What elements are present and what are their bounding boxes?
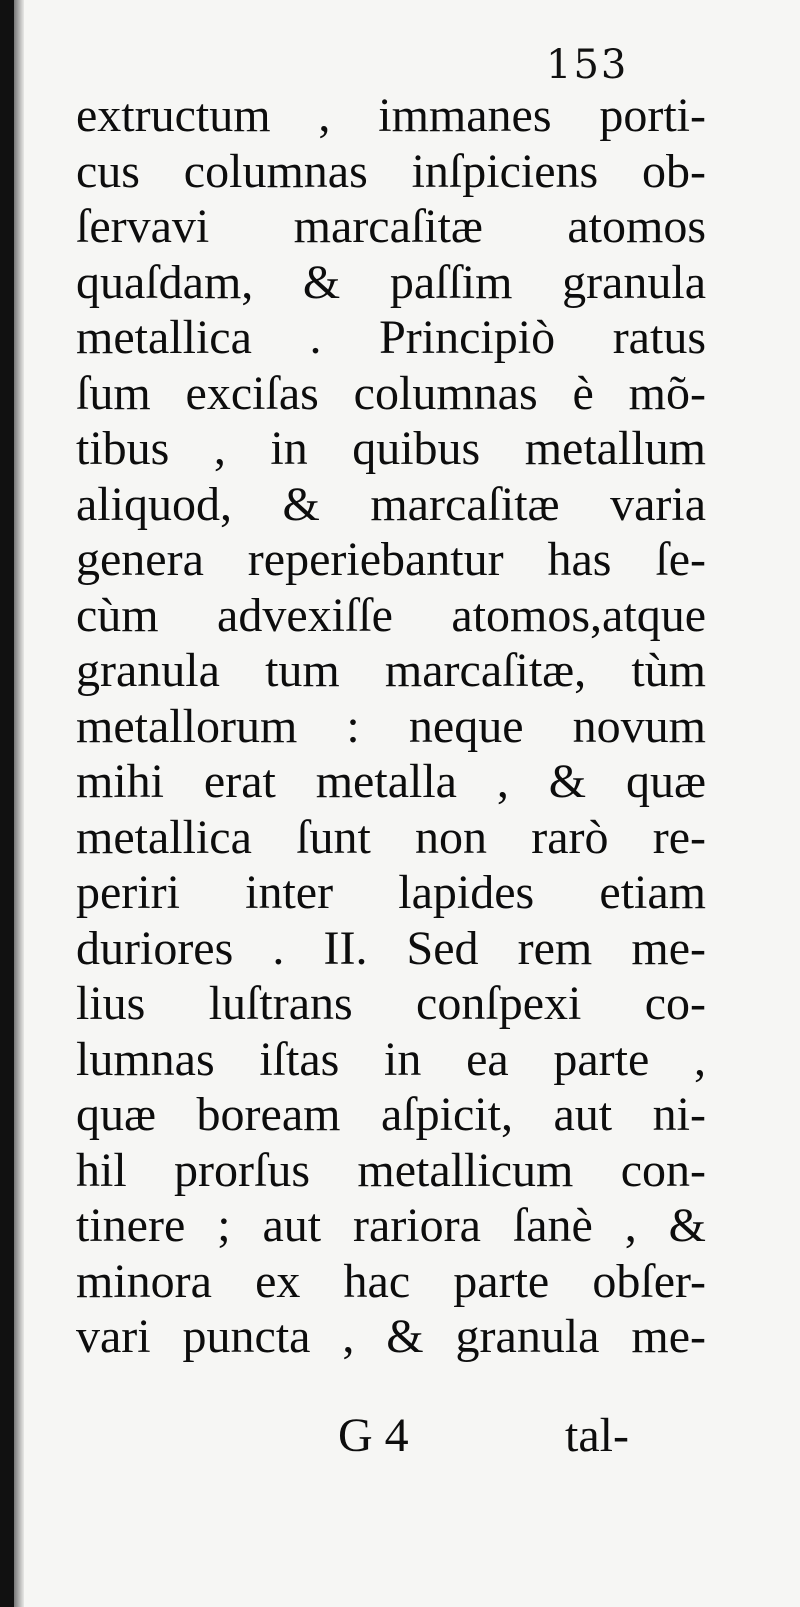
text-line: aliquod, & marcaſitæ varia <box>76 477 706 531</box>
text-line: lius luſtrans conſpexi co- <box>76 977 706 1030</box>
text-line: hil prorſus metallicum con- <box>76 1143 706 1197</box>
text-line: ſervavi marcaſitæ atomos <box>76 200 706 253</box>
text-line: genera reperiebantur has ſe- <box>76 533 706 586</box>
text-line: cus columnas inſpiciens ob- <box>76 144 706 198</box>
text-line: vari puncta , & granula me- <box>76 1310 706 1363</box>
text-line: minora ex hac parte obſer- <box>76 1254 706 1308</box>
page-gutter-shadow <box>14 0 24 1607</box>
scan-margin <box>0 0 14 1607</box>
text-line: metallica ſunt non rarò re- <box>76 810 706 864</box>
text-line: duriores . II. Sed rem me- <box>76 921 706 975</box>
body-text <box>76 88 706 1365</box>
text-line: periri inter lapides etiam <box>76 866 706 919</box>
text-line: ſum exciſas columnas è mõ- <box>76 366 706 420</box>
text-line: quaſdam, & paſſim granula <box>76 255 706 309</box>
page-number: 153 <box>546 42 629 88</box>
text-line: cùm advexiſſe atomos,atque <box>76 588 706 642</box>
text-line: metallica . Principiò ratus <box>76 311 706 364</box>
signature-mark: G 4 <box>338 1409 409 1462</box>
text-line: mihi erat metalla , & quæ <box>76 755 706 808</box>
text-line: metallorum : neque novum <box>76 699 706 753</box>
text-line: tinere ; aut rariora ſanè , & <box>76 1199 706 1252</box>
text-line: granula tum marcaſitæ, tùm <box>76 644 706 697</box>
text-line: quæ boream aſpicit, aut ni- <box>76 1088 706 1141</box>
catchword: tal- <box>565 1409 629 1462</box>
text-line: tibus , in quibus metallum <box>76 422 706 475</box>
text-line: extructum , immanes porti- <box>76 89 706 142</box>
page-footer <box>0 1408 800 1468</box>
text-line: lumnas iſtas in ea parte , <box>76 1032 706 1086</box>
